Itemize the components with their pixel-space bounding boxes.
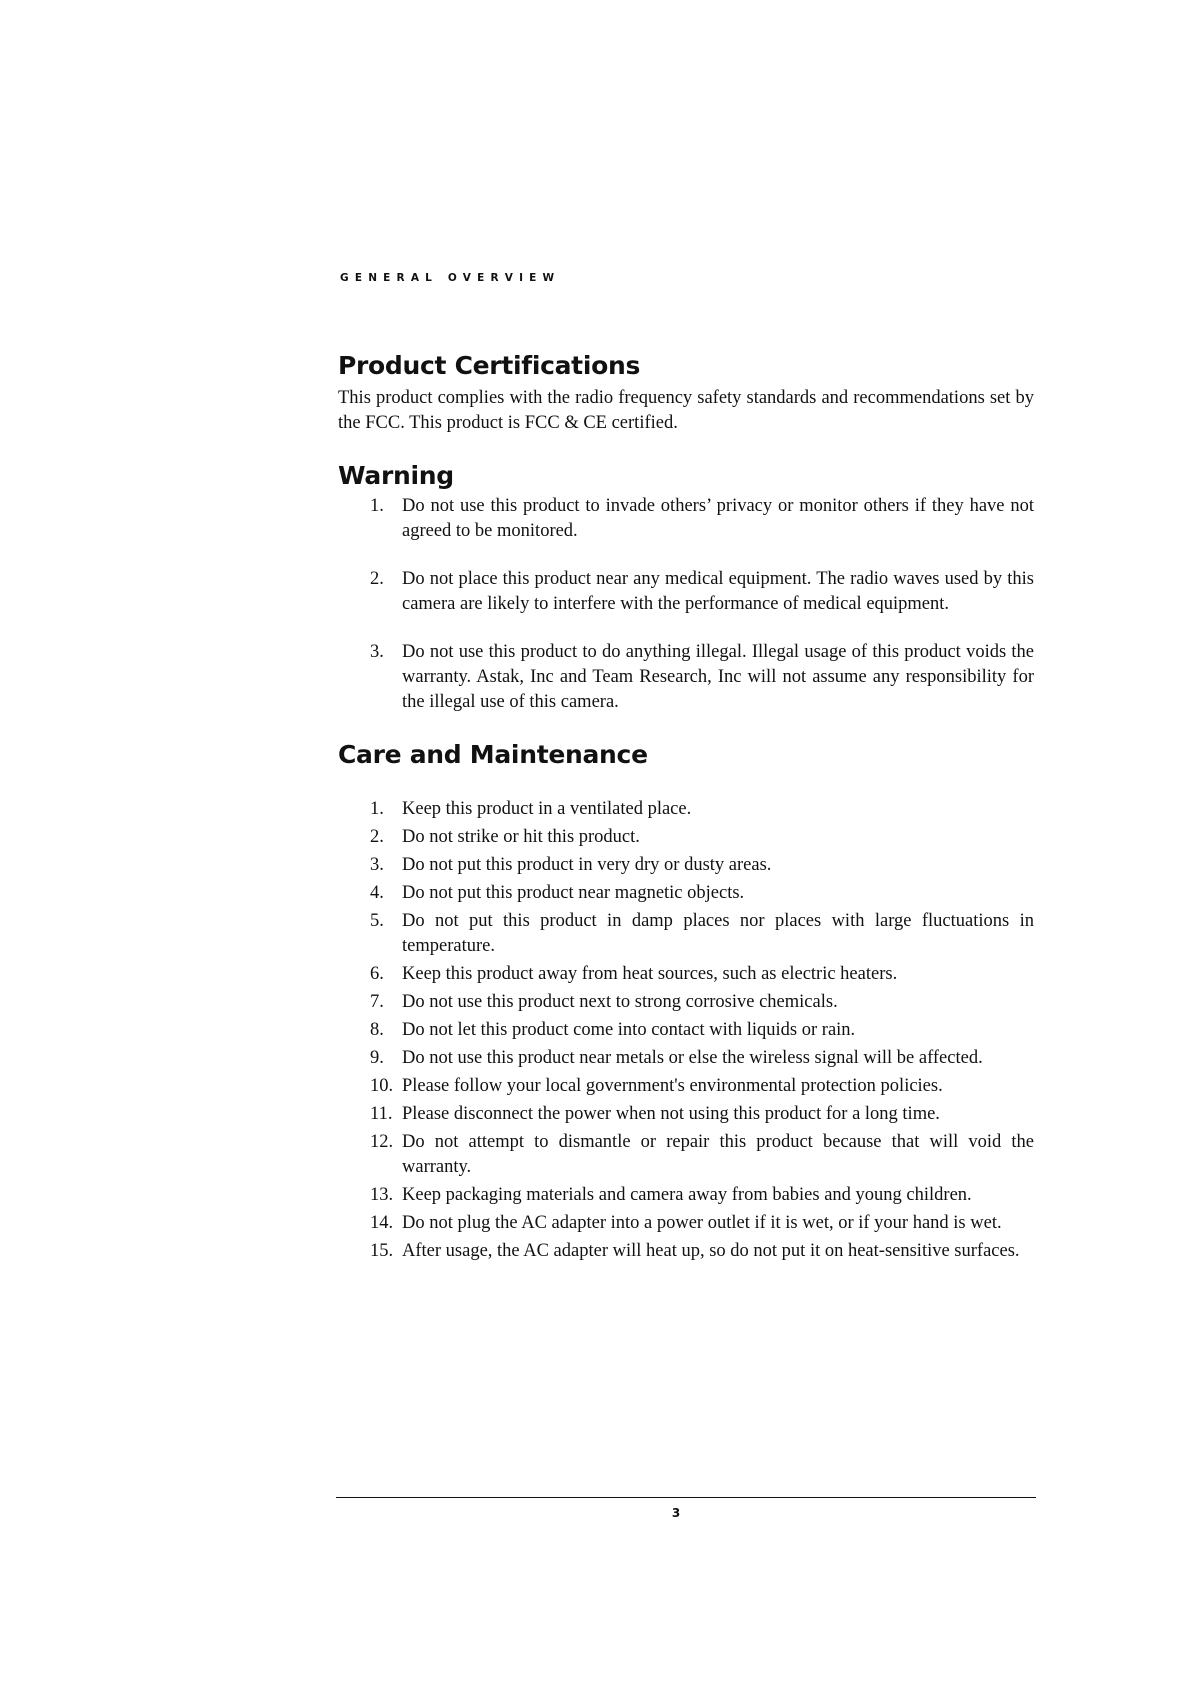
list-item (338, 909, 1034, 959)
page-content (338, 350, 1034, 1267)
page-number: 3 (671, 1506, 681, 1520)
list-item-text: After usage, the AC adapter will heat up, so do not put it on heat-sensitive surfaces. (402, 1241, 1020, 1261)
list-item-text: Do not put this product in damp places nor places with large fluctuations in temperature. (402, 911, 1034, 956)
list-item-text: Do not put this product in very dry or dusty areas. (402, 855, 772, 875)
warning-list (338, 494, 1034, 715)
list-item-number: 5. (370, 911, 384, 931)
list-item (338, 853, 1034, 878)
list-item-text: Please follow your local government's environmental protection policies. (402, 1076, 943, 1096)
running-header: GENERAL OVERVIEW (340, 272, 561, 284)
list-item-number: 11. (370, 1104, 393, 1124)
care-maintenance-section (338, 739, 1034, 1264)
list-item-number: 2. (370, 569, 384, 589)
list-item (338, 1130, 1034, 1180)
care-list (338, 797, 1034, 1264)
list-item-text: Keep packaging materials and camera away from babies and young children. (402, 1185, 972, 1205)
list-item-text: Do not use this product to invade others’ privacy or monitor others if they have not agreed to be monitored. (402, 496, 1034, 541)
list-item (338, 1211, 1034, 1236)
list-item-text: Do not strike or hit this product. (402, 827, 640, 847)
list-item-number: 1. (370, 496, 384, 516)
list-item-number: 6. (370, 964, 384, 984)
list-item (338, 797, 1034, 822)
list-item-number: 13. (370, 1185, 394, 1205)
product-certifications-section (338, 350, 1034, 436)
footer-divider (336, 1497, 1036, 1498)
list-item-text: Do not use this product to do anything illegal. Illegal usage of this product voids the warranty. Astak, Inc and Team Research, Inc will not assume any responsibility for the illegal use of this camera. (402, 642, 1034, 712)
list-item-text: Keep this product away from heat sources, such as electric heaters. (402, 964, 898, 984)
list-item-number: 10. (370, 1076, 394, 1096)
list-item (338, 494, 1034, 544)
list-item-number: 12. (370, 1132, 394, 1152)
list-item-text: Do not attempt to dismantle or repair this product because that will void the warranty. (402, 1132, 1034, 1177)
certifications-paragraph: This product complies with the radio frequency safety standards and recommendations set by the FCC. This product is FCC & CE certified. (338, 388, 1034, 433)
list-item-text: Do not plug the AC adapter into a power outlet if it is wet, or if your hand is wet. (402, 1213, 1002, 1233)
list-item-text: Do not put this product near magnetic objects. (402, 883, 745, 903)
list-item (338, 962, 1034, 987)
list-item (338, 567, 1034, 617)
list-item (338, 1102, 1034, 1127)
list-item-text: Do not use this product next to strong corrosive chemicals. (402, 992, 838, 1012)
list-item-number: 4. (370, 883, 384, 903)
list-item-number: 8. (370, 1020, 384, 1040)
list-item-number: 1. (370, 799, 384, 819)
list-item (338, 1018, 1034, 1043)
list-item-number: 9. (370, 1048, 384, 1068)
list-item-text: Do not let this product come into contact with liquids or rain. (402, 1020, 856, 1040)
list-item (338, 1074, 1034, 1099)
list-item-text: Keep this product in a ventilated place. (402, 799, 692, 819)
list-item-text: Do not use this product near metals or else the wireless signal will be affected. (402, 1048, 983, 1068)
list-item (338, 1046, 1034, 1071)
list-item (338, 1239, 1034, 1264)
list-item-number: 2. (370, 827, 384, 847)
list-item (338, 640, 1034, 715)
list-item-number: 7. (370, 992, 384, 1012)
list-item (338, 1183, 1034, 1208)
section-title-certifications: Product Certifications (338, 351, 641, 380)
list-item-text: Please disconnect the power when not using this product for a long time. (402, 1104, 940, 1124)
list-item (338, 825, 1034, 850)
list-item-number: 15. (370, 1241, 394, 1261)
list-item (338, 990, 1034, 1015)
list-item-number: 14. (370, 1213, 394, 1233)
section-title-warning: Warning (338, 461, 454, 490)
list-item-number: 3. (370, 855, 384, 875)
list-item (338, 881, 1034, 906)
list-item-text: Do not place this product near any medical equipment. The radio waves used by this camera are likely to interfere with the performance of medical equipment. (402, 569, 1034, 614)
list-item-number: 3. (370, 642, 384, 662)
section-title-care: Care and Maintenance (338, 740, 648, 769)
warning-section (338, 460, 1034, 715)
